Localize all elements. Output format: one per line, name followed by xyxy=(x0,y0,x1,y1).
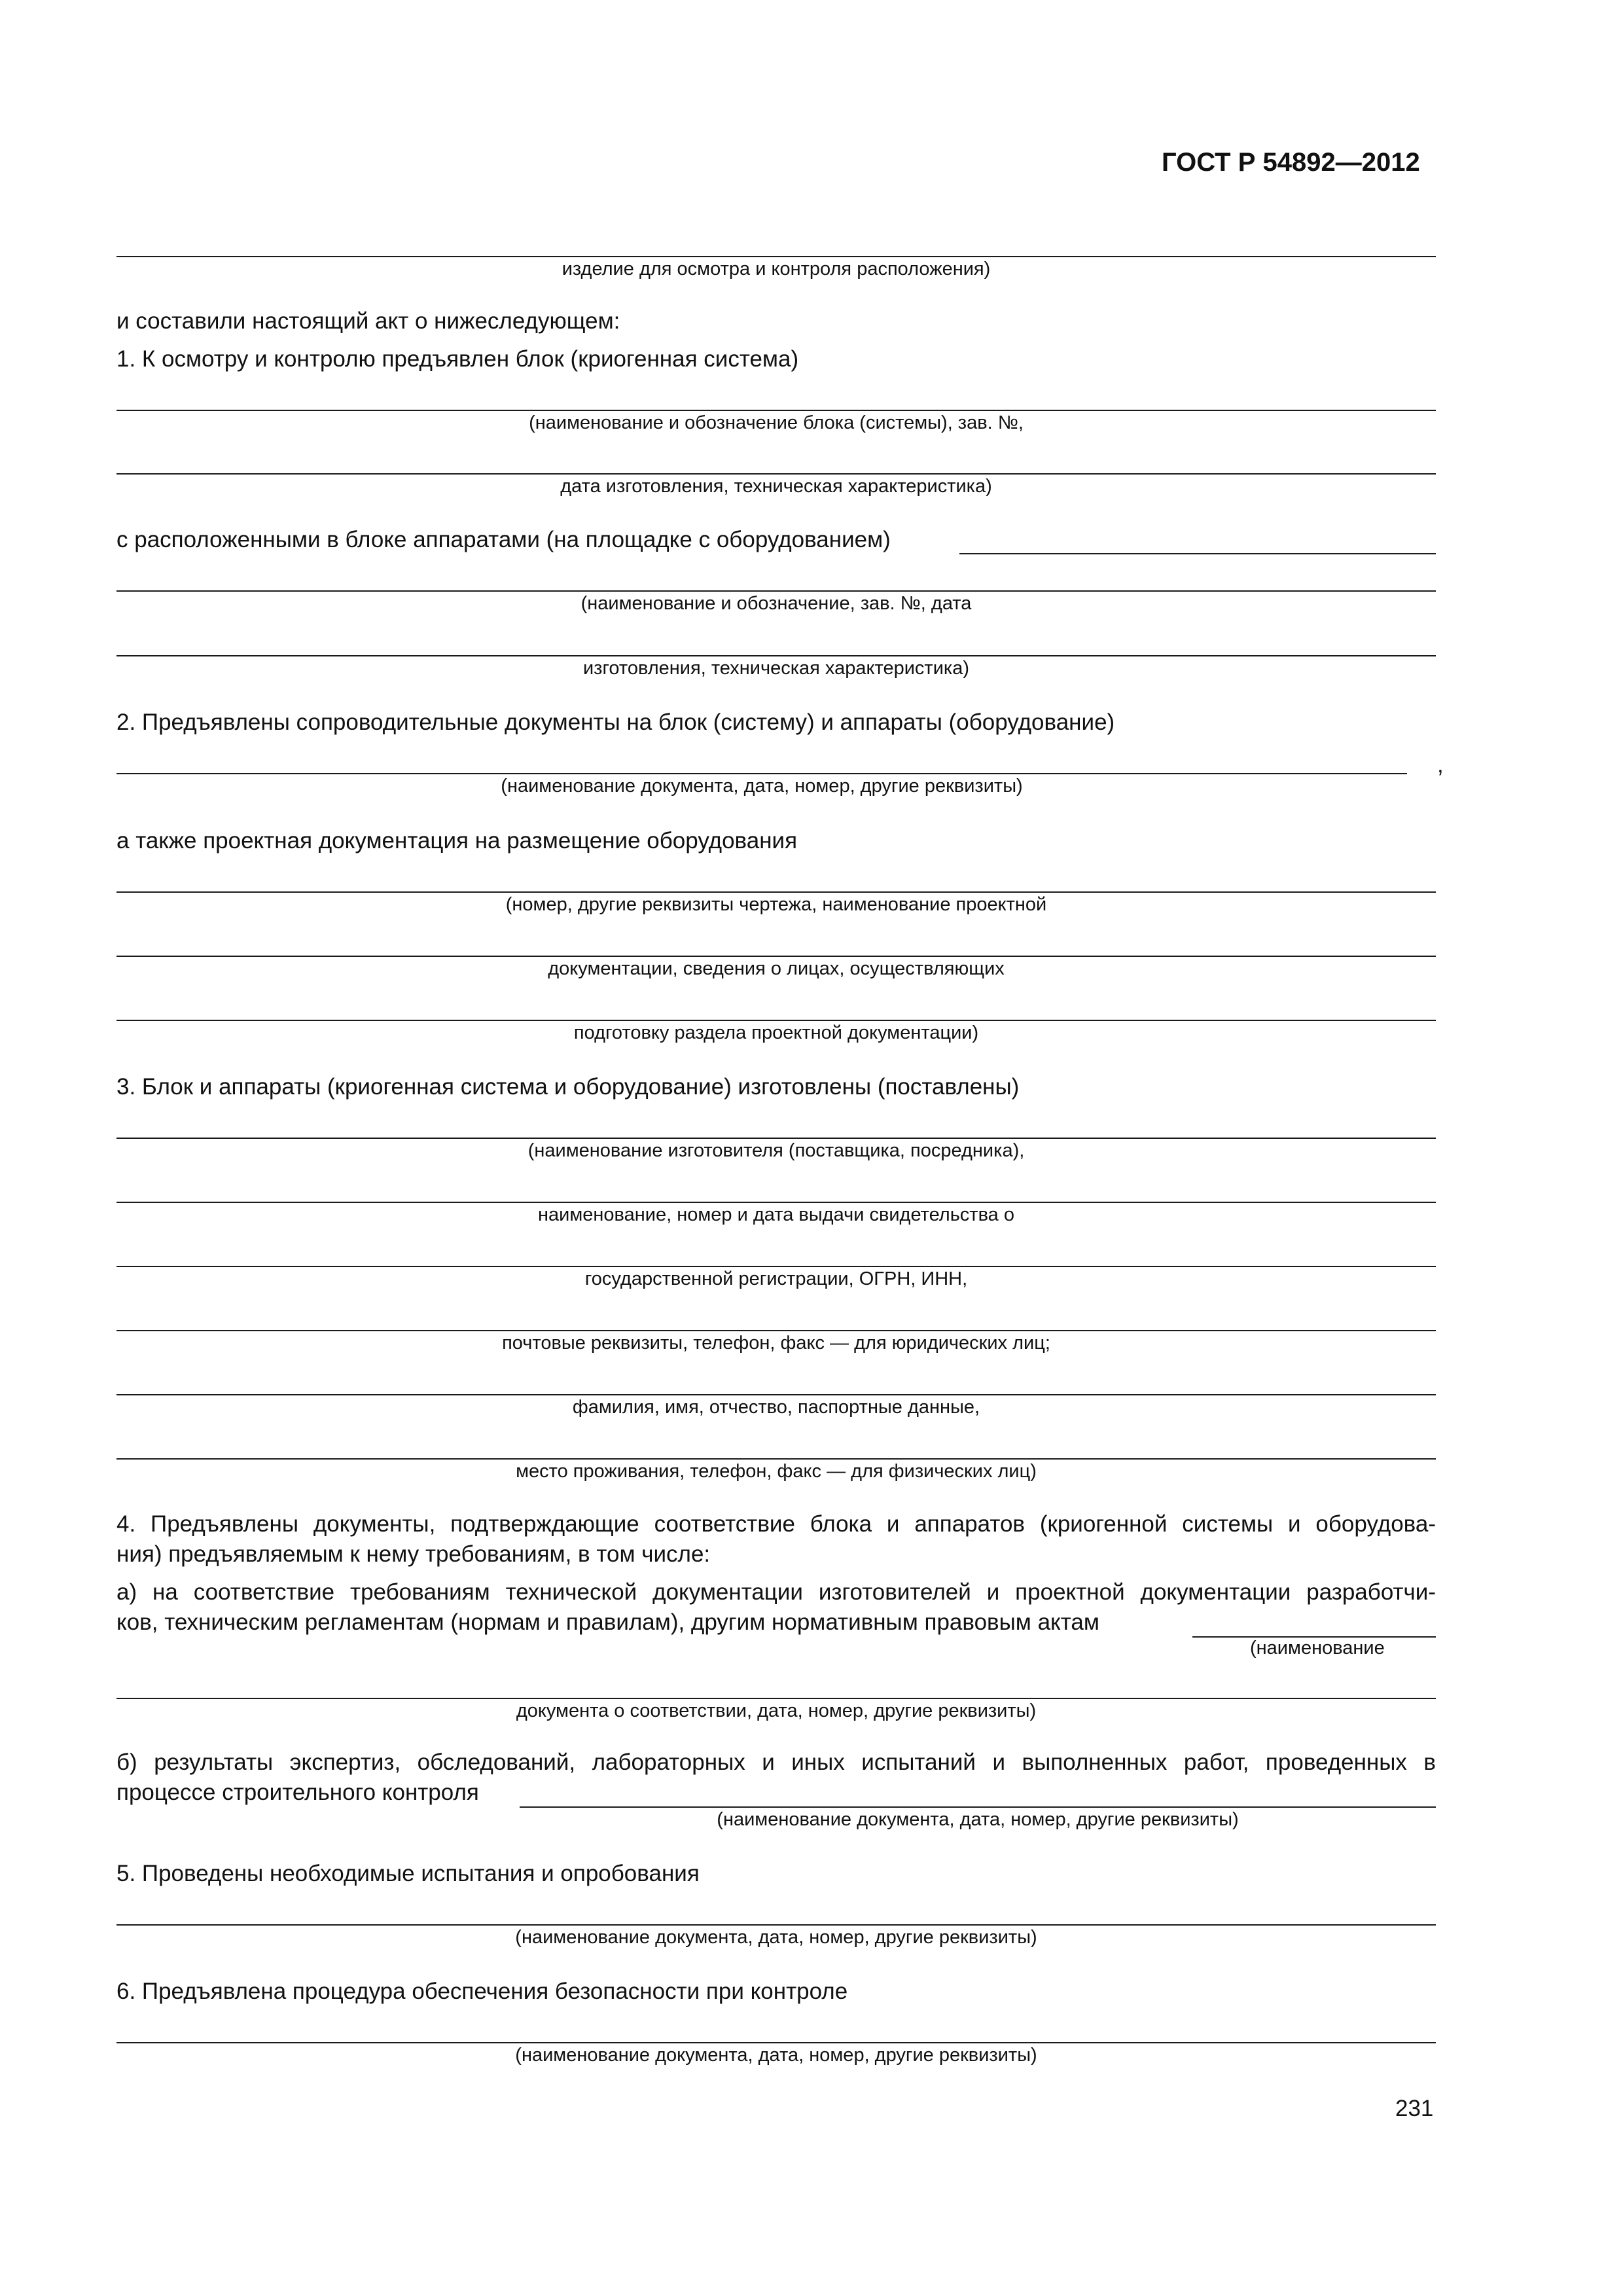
field-caption: фамилия, имя, отчество, паспортные данные, xyxy=(572,1397,980,1418)
field-caption: (номер, другие реквизиты чертежа, наименование проектной xyxy=(505,894,1047,915)
field-caption: (наименование документа, дата, номер, другие реквизиты) xyxy=(501,776,1023,797)
form-line[interactable] xyxy=(116,1394,1436,1395)
field-caption: почтовые реквизиты, телефон, факс — для юридических лиц; xyxy=(502,1333,1050,1354)
section-1-text: 1. К осмотру и контролю предъявлен блок (криогенная система) xyxy=(116,346,799,372)
form-line[interactable] xyxy=(116,891,1436,893)
form-line[interactable] xyxy=(116,2042,1436,2043)
field-caption: (наименование документа, дата, номер, другие реквизиты) xyxy=(717,1809,1239,1830)
field-caption: (наименование xyxy=(1250,1638,1385,1659)
form-line[interactable] xyxy=(116,1698,1436,1699)
section-4a-line-1: а) на соответствие требованиям технической документации изготовителей и проектной документации разработчи- xyxy=(116,1579,1436,1605)
section-5-text: 5. Проведены необходимые испытания и опробования xyxy=(116,1861,700,1886)
field-caption: изготовления, техническая характеристика) xyxy=(582,658,970,679)
form-line[interactable] xyxy=(116,590,1436,592)
document-code: ГОСТ Р 54892—2012 xyxy=(1162,148,1420,177)
form-line[interactable] xyxy=(116,1202,1436,1203)
section-6-text: 6. Предъявлена процедура обеспечения безопасности при контроле xyxy=(116,1979,848,2004)
form-line[interactable] xyxy=(116,256,1436,257)
section-4-line-1: 4. Предъявлены документы, подтверждающие соответствие блока и аппаратов (криогенной системы и оборудова- xyxy=(116,1511,1436,1537)
section-4b-line-1: б) результаты экспертиз, обследований, лабораторных и иных испытаний и выполненных работ, проведенных в xyxy=(116,1749,1436,1775)
field-caption: место проживания, телефон, факс — для физических лиц) xyxy=(516,1461,1037,1482)
comma: , xyxy=(1437,752,1444,778)
field-caption: дата изготовления, техническая характеристика) xyxy=(560,476,992,497)
field-caption: (наименование документа, дата, номер, другие реквизиты) xyxy=(515,2045,1037,2066)
field-caption: (наименование документа, дата, номер, другие реквизиты) xyxy=(515,1927,1037,1948)
field-caption: документа о соответствии, дата, номер, другие реквизиты) xyxy=(516,1700,1037,1721)
field-caption: (наименование изготовителя (поставщика, посредника), xyxy=(527,1140,1025,1161)
form-line[interactable] xyxy=(116,1020,1436,1021)
form-line[interactable] xyxy=(116,1266,1436,1267)
field-caption: документации, сведения о лицах, осуществляющих xyxy=(548,958,1005,979)
section-4b-line-2: процессе строительного контроля xyxy=(116,1780,479,1805)
field-caption: подготовку раздела проектной документации) xyxy=(573,1022,979,1043)
section-4a-line-2: ков, техническим регламентам (нормам и правилам), другим нормативным правовым актам xyxy=(116,1609,1099,1635)
form-line[interactable] xyxy=(116,773,1407,774)
form-line[interactable] xyxy=(116,956,1436,957)
form-line[interactable] xyxy=(116,1138,1436,1139)
section-4-line-2: ния) предъявляемым к нему требованиям, в том числе: xyxy=(116,1541,711,1567)
page-number: 231 xyxy=(1395,2096,1434,2121)
intro-text: и составили настоящий акт о нижеследующем: xyxy=(116,308,620,334)
section-1b-text: с расположенными в блоке аппаратами (на площадке с оборудованием) xyxy=(116,527,891,552)
form-line[interactable] xyxy=(116,1330,1436,1331)
field-caption: изделие для осмотра и контроля расположения) xyxy=(562,259,991,279)
form-line-inline[interactable] xyxy=(959,553,1436,554)
form-line[interactable] xyxy=(116,1458,1436,1460)
form-line[interactable] xyxy=(116,655,1436,656)
form-line[interactable] xyxy=(116,1924,1436,1926)
field-caption: наименование, номер и дата выдачи свидетельства о xyxy=(538,1204,1014,1225)
form-line-inline[interactable] xyxy=(520,1806,1436,1808)
section-3-text: 3. Блок и аппараты (криогенная система и оборудование) изготовлены (поставлены) xyxy=(116,1074,1020,1100)
section-2b-text: а также проектная документация на размещение оборудования xyxy=(116,828,798,853)
field-caption: государственной регистрации, ОГРН, ИНН, xyxy=(584,1268,968,1289)
form-line[interactable] xyxy=(116,410,1436,411)
form-line[interactable] xyxy=(116,473,1436,475)
field-caption: (наименование и обозначение блока (системы), зав. №, xyxy=(529,412,1024,433)
section-2-text: 2. Предъявлены сопроводительные документы на блок (систему) и аппараты (оборудование) xyxy=(116,709,1115,735)
field-caption: (наименование и обозначение, зав. №, дата xyxy=(580,593,972,614)
